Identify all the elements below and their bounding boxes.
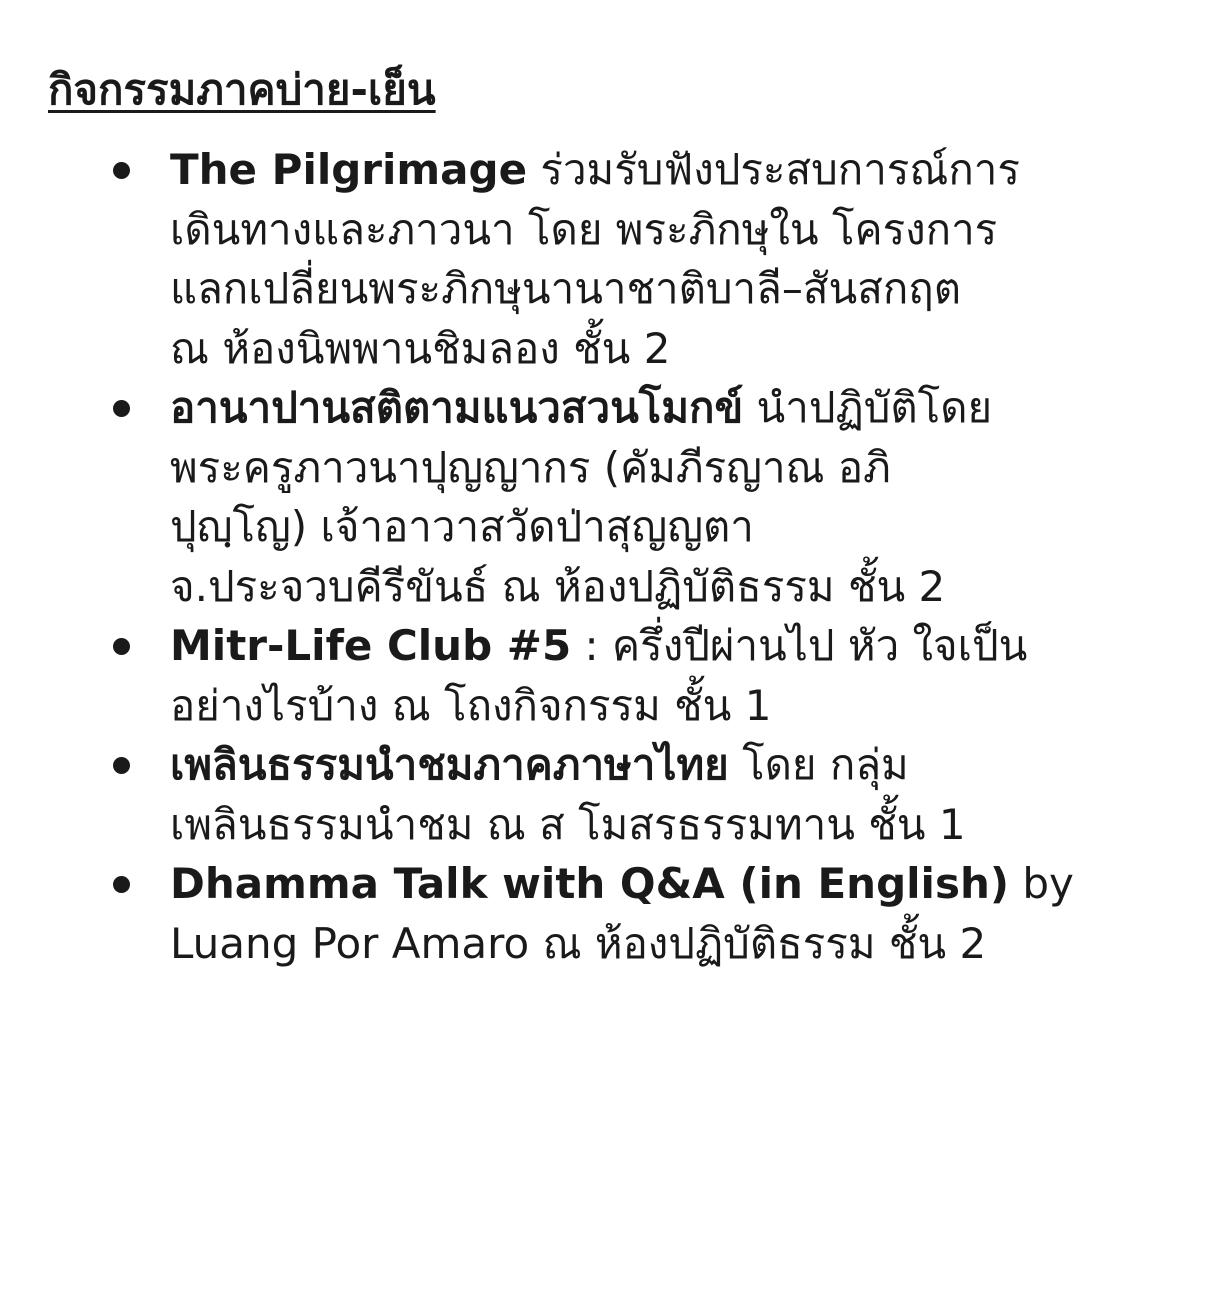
item-line <box>170 735 1166 795</box>
item-line <box>170 140 1166 200</box>
item-text: by <box>1009 859 1074 908</box>
item-text: ร่วมรับฟังประสบการณ์การ <box>527 145 1020 194</box>
bullet-icon <box>113 400 130 417</box>
item-line: Luang Por Amaro ณ ห้องปฏิบัติธรรม ชั้น 2 <box>170 918 987 968</box>
item-line: พระครูภาวนาปุญญากร (คัมภีรญาณ อภิ <box>170 442 891 492</box>
list-item-anapanasati <box>0 378 1206 616</box>
item-title: อานาปานสติตามแนวสวนโมกข์ <box>170 383 744 432</box>
item-line: ณ ห้องนิพพานชิมลอง ชั้น 2 <box>170 323 671 373</box>
item-line: ปุญฺโญ) เจ้าอาวาสวัดป่าสุญญตา <box>170 502 754 551</box>
item-line <box>170 378 1166 438</box>
item-title: Dhamma Talk with Q&A (in English) <box>170 859 1010 908</box>
item-title: The Pilgrimage <box>170 145 528 194</box>
item-line: เพลินธรรมนำชม ณ ส โมสรธรรมทาน ชั้น 1 <box>170 799 966 849</box>
item-text: นำปฏิบัติโดย <box>743 383 993 432</box>
bullet-icon <box>113 162 130 179</box>
section-heading: กิจกรรมภาคบ่าย-เย็น <box>48 65 436 114</box>
bullet-icon <box>113 757 130 774</box>
item-line <box>170 616 1166 676</box>
item-text: โดย กลุ่ม <box>728 740 909 789</box>
activity-list <box>0 140 1206 973</box>
bullet-icon <box>113 638 130 655</box>
list-item-mitr-life-club <box>0 616 1206 735</box>
item-line: จ.ประจวบคีรีขันธ์ ณ ห้องปฏิบัติธรรม ชั้น 2 <box>170 561 946 611</box>
item-text: : ครึ่งปีผ่านไป หัว ใจเป็น <box>571 621 1028 670</box>
list-item-pilgrimage <box>0 140 1206 378</box>
item-line: อย่างไรบ้าง ณ โถงกิจกรรม ชั้น 1 <box>170 680 772 730</box>
item-line <box>170 854 1166 914</box>
item-line: แลกเปลี่ยนพระภิกษุนานาชาติบาลี–สันสกฤต <box>170 264 961 313</box>
bullet-icon <box>113 876 130 893</box>
list-item-dhamma-talk <box>0 854 1206 973</box>
item-line: เดินทางและภาวนา โดย พระภิกษุใน โครงการ <box>170 204 998 254</box>
item-title: Mitr-Life Club #5 <box>170 621 572 670</box>
list-item-plearn-dhamma-tour <box>0 735 1206 854</box>
item-title: เพลินธรรมนำชมภาคภาษาไทย <box>170 740 729 789</box>
